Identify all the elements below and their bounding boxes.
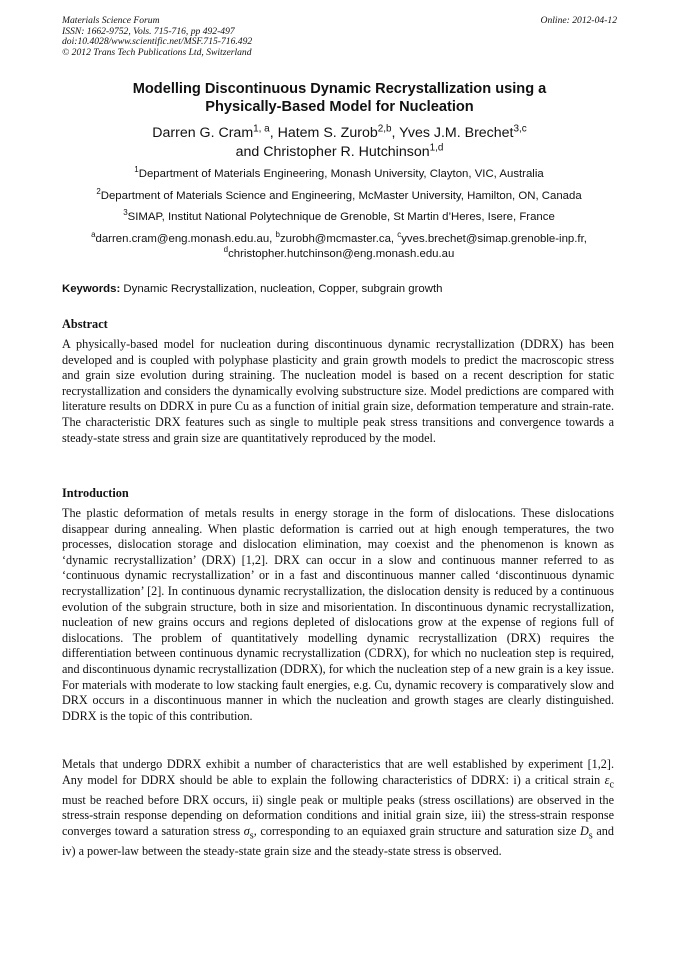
email-list xyxy=(40,232,638,261)
email-superscript: b xyxy=(275,230,280,240)
affiliation-text: Department of Materials Engineering, Monash University, Clayton, VIC, Australia xyxy=(138,168,544,180)
journal-header xyxy=(62,16,617,58)
introduction-paragraph-2 xyxy=(62,757,614,859)
affiliation-3 xyxy=(40,210,638,224)
math-symbol: D xyxy=(579,823,589,838)
keywords-text: Dynamic Recrystallization, nucleation, Copper, subgrain growth xyxy=(120,283,443,295)
author-superscript: 3,c xyxy=(513,123,527,135)
author-separator: , xyxy=(269,125,278,141)
author-superscript: 1,d xyxy=(429,141,444,153)
affiliation-superscript: 2 xyxy=(96,187,101,197)
email-superscript: c xyxy=(397,230,402,240)
email-superscript: a xyxy=(91,230,96,240)
paragraph-text: , corresponding to an equiaxed grain structure and saturation size xyxy=(253,823,580,838)
author-name: Yves J.M. Brechet xyxy=(399,125,514,141)
affiliation-superscript: 3 xyxy=(123,208,128,218)
email-address[interactable]: christopher.hutchinson@eng.monash.edu.au xyxy=(228,247,455,260)
copyright-line: © 2012 Trans Tech Publications Ltd, Switzerland xyxy=(62,46,252,58)
math-symbol: ε xyxy=(604,772,610,787)
paragraph-text: must be reached before DRX occurs, ii) single peak or multiple peaks (stress oscillations) are observed in the stress-strain response depending on deformation conditions and initial grain size, iii) the stress-strain response converges toward a saturation stress xyxy=(62,792,614,838)
email-address[interactable]: zurobh@mcmaster.ca, xyxy=(279,233,398,245)
math-symbol: σ xyxy=(243,823,250,838)
online-date: Online: 2012-04-12 xyxy=(540,15,617,26)
author-list xyxy=(62,124,617,161)
affiliation-text: SIMAP, Institut National Polytechnique de Grenoble, St Martin d’Heres, Isere, France xyxy=(127,211,555,223)
introduction-paragraph-1: The plastic deformation of metals results in energy storage in the form of dislocations. These dislocations disappear during annealing. When plastic deformation is carried out at high enough temperatures, the two processes, dislocation storage and dislocation elimination, may coexist and the phenomenon is known as ‘dynamic recrystallization’ (DRX) [1,2]. DRX can occur in a slow and continuous manner referred to as ‘continuous dynamic recrystallization’ or in a fast and discontinuous manner called ‘discontinuous dynamic recrystallization’ [2]. In continuous dynamic recrystallization, the dislocation density is reduced by a continuous evolution of the subgrain structure, both in size and misorientation. In discontinuous dynamic recrystallization, nucleation of new grains occurs and regions depleted of dislocations grow at the expense of regions full of dislocations. The problem of quantitatively modelling dynamic recrystallization (DRX) requires the differentiation between continuous dynamic recrystallization (CDRX), for which no nucleation step is required, and discontinuous dynamic recrystallization (DDRX), for which the nucleation step of a new grain is a key issue. For materials with moderate to low stacking fault energies, e.g. Cu, dynamic recovery is comparatively slow and DRX occurs in a discontinuous manner in which the nucleation and growth stages are clearly distinguished. DDRX is the topic of this contribution. xyxy=(62,506,615,723)
title-line-2: Physically-Based Model for Nucleation xyxy=(205,99,474,115)
author-superscript: 2,b xyxy=(377,123,392,135)
author-name: Darren G. Cram xyxy=(152,125,254,141)
journal-name: Materials Science Forum xyxy=(62,15,160,26)
email-line-2 xyxy=(40,244,638,262)
email-address[interactable]: darren.cram@eng.monash.edu.au, xyxy=(95,233,276,245)
email-superscript: d xyxy=(223,244,229,254)
affiliation-superscript: 1 xyxy=(134,165,139,175)
author-conjunction: and xyxy=(235,143,264,160)
author-separator: , xyxy=(391,125,400,141)
math-subscript: c xyxy=(609,779,614,791)
introduction-heading: Introduction xyxy=(62,486,129,500)
email-line-1 xyxy=(40,232,638,247)
author-name: Hatem S. Zurob xyxy=(277,125,378,141)
abstract-paragraph: A physically-based model for nucleation during discontinuous dynamic recrystallization (DDRX) has been developed and is coupled with polyphase plasticity and grain growth models to predict the macroscopic stress and grain size evolution during straining. The nucleation model is based on a recent description for static recrystallization and considers the dynamically evolving substructure size. Model predictions are compared with literature results on DDRX in pure Cu as a function of initial grain size, deformation temperature and strain-rate. The characteristic DRX features such as single to multiple peak stress transitions and convergence towards a steady-state stress and grain size are quantitatively reproduced by the model. xyxy=(62,337,614,445)
paper-title xyxy=(62,80,617,116)
author-line-1 xyxy=(62,124,617,143)
doi-line: doi:10.4028/www.scientific.net/MSF.715-716.492 xyxy=(62,36,253,48)
paragraph-text: Metals that undergo DDRX exhibit a number of characteristics that are well established by experiment [1,2]. Any model for DDRX should be able to explain the following characteristics of DDRX: i) a critical strain xyxy=(62,757,614,787)
issn-line: ISSN: 1662-9752, Vols. 715-716, pp 492-497 xyxy=(62,25,235,37)
author-name: Christopher R. Hutchinson xyxy=(263,143,430,160)
paragraph-text: and iv) a power-law between the steady-state grain size and the steady-state stress is observed. xyxy=(62,823,614,858)
title-line-1: Modelling Discontinuous Dynamic Recrystallization using a xyxy=(132,81,547,97)
email-address[interactable]: yves.brechet@simap.grenoble-inp.fr, xyxy=(401,233,587,245)
keywords xyxy=(62,282,617,296)
author-superscript: 1, a xyxy=(253,123,270,135)
affiliation-2 xyxy=(40,189,638,203)
affiliation-text: Department of Materials Science and Engineering, McMaster University, Hamilton, ON, Canada xyxy=(100,190,582,202)
keywords-label: Keywords: xyxy=(62,283,121,295)
affiliation-1 xyxy=(40,167,638,181)
math-subscript: s xyxy=(588,830,593,842)
abstract-heading: Abstract xyxy=(62,317,108,331)
math-subscript: s xyxy=(249,830,254,842)
author-line-2 xyxy=(62,143,617,162)
